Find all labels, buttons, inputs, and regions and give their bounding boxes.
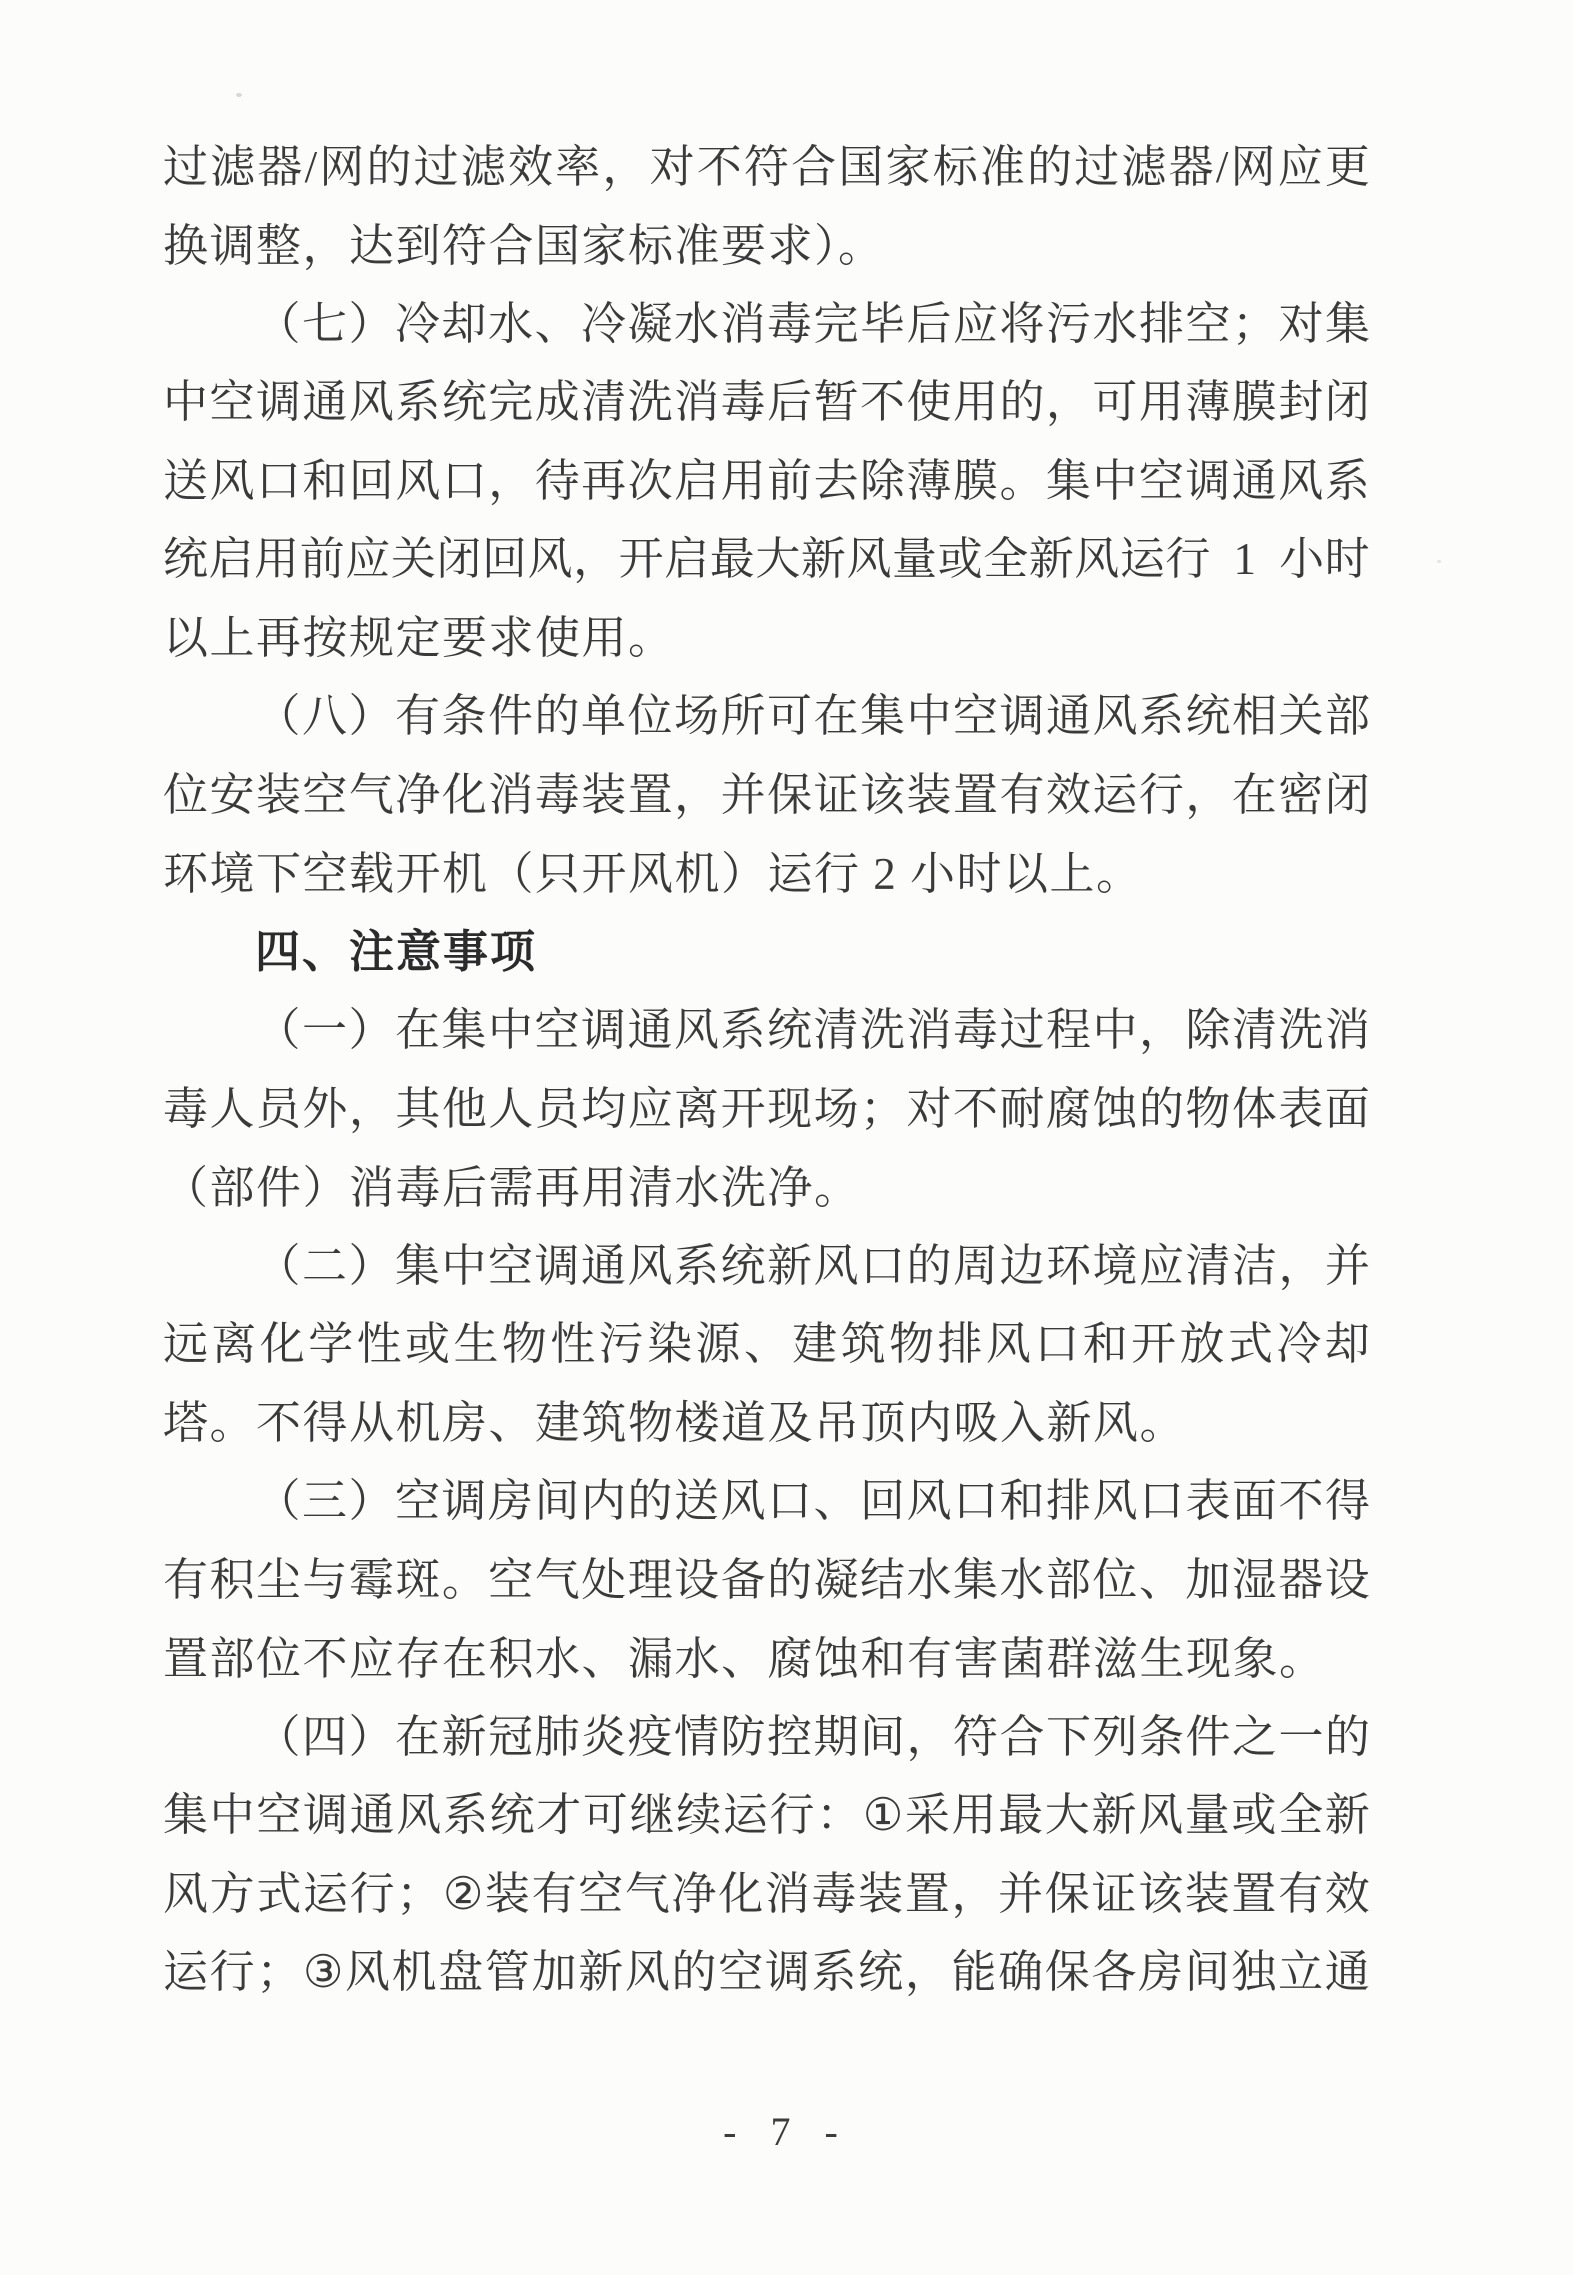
text-line: 以上再按规定要求使用。 [163,613,675,663]
text-line: 有 积 尘 与 霉 斑 。 空 气 处 理 设 备 的 凝 结 水 集 水 部 位 、 加 湿 器 设 [163,1554,1370,1605]
text-line: 换调整，达到符合国家标准要求）。 [163,220,885,271]
text-line: 塔。不得从机房、建筑物楼道及吊顶内吸入新风。 [163,1398,1187,1448]
text-line: （部件）消毒后需再用清水洗净。 [163,1162,861,1213]
text-line: （ 八 ） 有 条 件 的 单 位 场 所 可 在 集 中 空 调 通 风 系 统 相 关 部 [255,691,1370,742]
text-line: 中 空 调 通 风 系 统 完 成 清 洗 消 毒 后 暂 不 使 用 的 ， 可 用 薄 膜 封 闭 [163,377,1370,428]
text-line: （ 七 ） 冷 却 水 、 冷 凝 水 消 毒 完 毕 后 应 将 污 水 排 空 ； 对 集 [255,298,1370,349]
text-line: 环境下空载开机（只开风机）运行 2 小时以上。 [163,848,1143,899]
text-line: 远 离 化 学 性 或 生 物 性 污 染 源 、 建 筑 物 排 风 口 和 开 放 式 冷 却 [163,1319,1370,1370]
text-line: 置部位不应存在积水、漏水、腐蚀和有害菌群滋生现象。 [163,1633,1326,1684]
text-line: 送 风 口 和 回 风 口 ， 待 再 次 启 用 前 去 除 薄 膜 。 集 中 空 调 通 风 系 [163,455,1370,506]
scan-speck [1437,560,1441,563]
text-line: 过 滤 器 / 网 的 过 滤 效 率 ， 对 不 符 合 国 家 标 准 的 过 滤 器 / 网 应 更 [163,141,1370,192]
text-line: 毒 人 员 外 ， 其 他 人 员 均 应 离 开 现 场 ； 对 不 耐 腐 蚀 的 物 体 表 面 [163,1083,1370,1134]
text-line: 统 启 用 前 应 关 闭 回 风 ， 开 启 最 大 新 风 量 或 全 新 风 运 行 1 小 时 [163,534,1370,585]
text-line: （ 二 ） 集 中 空 调 通 风 系 统 新 风 口 的 周 边 环 境 应 清 洁 ， 并 [255,1240,1370,1291]
section-heading: 四、注意事项 [255,926,538,977]
text-line: 运 行 ； ③ 风 机 盘 管 加 新 风 的 空 调 系 统 ， 能 确 保 各 房 间 独 立 通 [163,1947,1370,1998]
text-line: 位 安 装 空 气 净 化 消 毒 装 置 ， 并 保 证 该 装 置 有 效 运 行 ， 在 密 闭 [163,769,1370,820]
text-line: （ 三 ） 空 调 房 间 内 的 送 风 口 、 回 风 口 和 排 风 口 表 面 不 得 [255,1476,1370,1527]
scan-speck [236,93,242,97]
page-number: - 7 - [723,2109,850,2154]
text-line: （ 四 ） 在 新 冠 肺 炎 疫 情 防 控 期 间 ， 符 合 下 列 条 件 之 一 的 [255,1711,1370,1762]
text-line: （ 一 ） 在 集 中 空 调 通 风 系 统 清 洗 消 毒 过 程 中 ， 除 清 洗 消 [255,1005,1370,1056]
text-line: 集 中 空 调 通 风 系 统 才 可 继 续 运 行 ： ① 采 用 最 大 新 风 量 或 全 新 [163,1790,1370,1841]
text-line: 风 方 式 运 行 ； ② 装 有 空 气 净 化 消 毒 装 置 ， 并 保 证 该 装 置 有 效 [163,1868,1370,1919]
document-body [163,128,1370,2012]
